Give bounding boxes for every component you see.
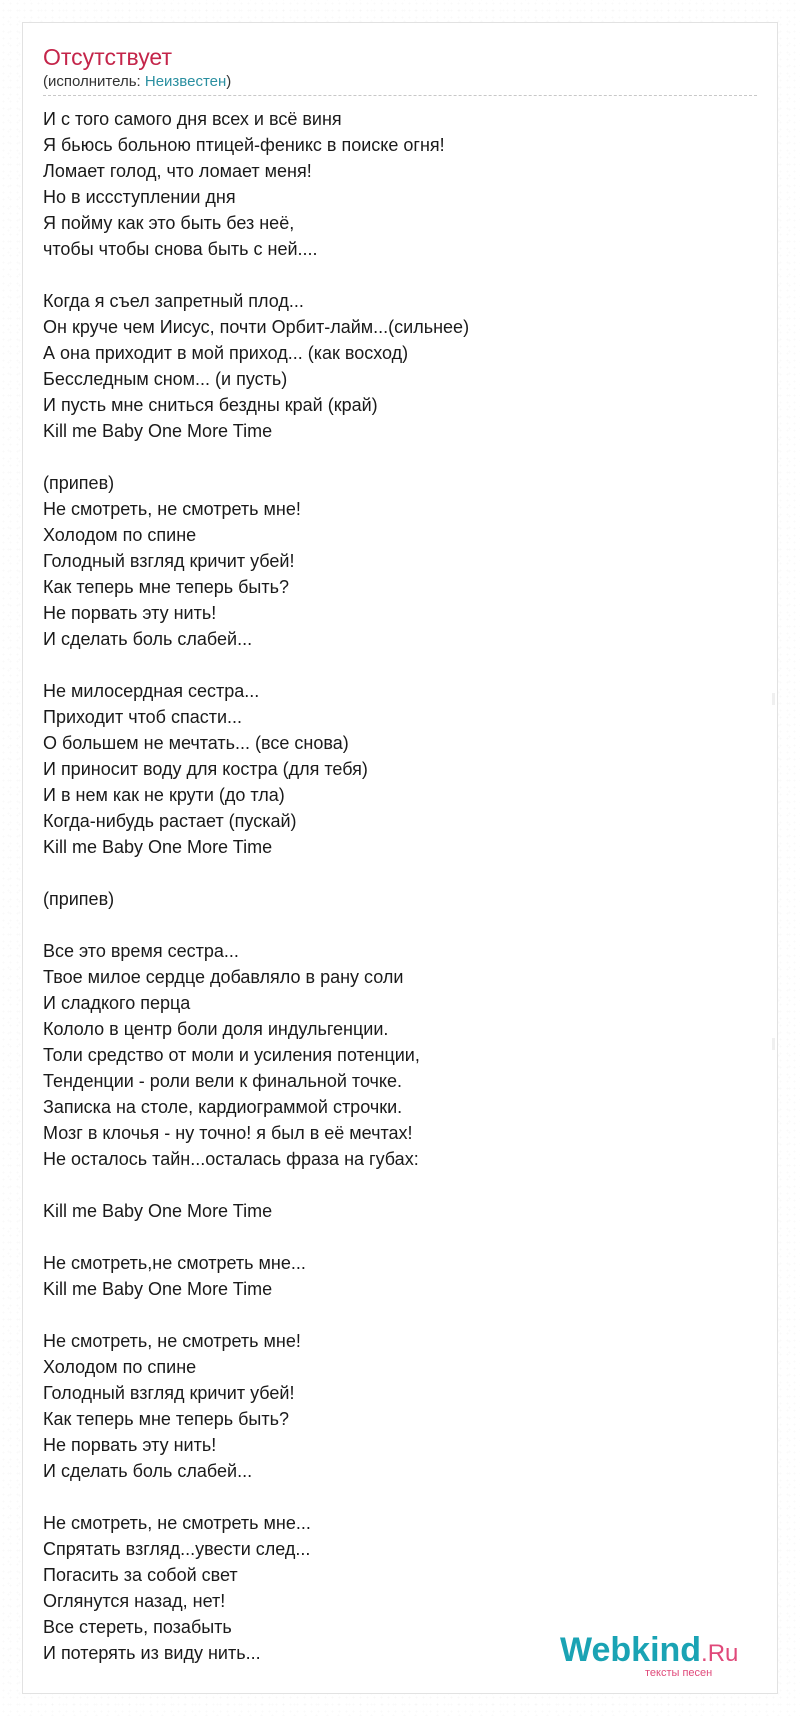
- lyric-line: Все стереть, позабыть: [43, 1617, 232, 1637]
- lyric-line: И пусть мне сниться бездны край (край): [43, 395, 378, 415]
- lyric-line: Kill me Baby One More Time: [43, 1279, 273, 1299]
- edge-decoration: [772, 693, 775, 705]
- lyric-line: Как теперь мне теперь быть?: [43, 577, 289, 597]
- lyric-line: И сделать боль слабей...: [43, 629, 253, 649]
- blank-line: [43, 1484, 777, 1510]
- lyric-line: Я пойму как это быть без неё,: [43, 213, 295, 233]
- webkind-logo[interactable]: [560, 1631, 770, 1681]
- lyric-line: И сделать боль слабей...: [43, 1461, 253, 1481]
- blank-line: [43, 652, 777, 678]
- lyric-line: Я бьюсь больною птицей-феникс в поиске огня!: [43, 135, 445, 155]
- blank-line: [43, 444, 777, 470]
- lyric-line: Kill me Baby One More Time: [43, 421, 273, 441]
- lyric-line: Записка на столе, кардиограммой строчки.: [43, 1097, 403, 1117]
- lyric-line: (припев): [43, 889, 115, 909]
- lyric-line: Ломает голод, что ломает меня!: [43, 161, 312, 181]
- logo-tagline: тексты песен: [645, 1667, 713, 1679]
- lyric-line: Все это время сестра...: [43, 941, 239, 961]
- lyric-line: Погасить за собой свет: [43, 1565, 238, 1585]
- lyric-line: Не милосердная сестра...: [43, 681, 260, 701]
- lyric-line: Он круче чем Иисус, почти Орбит-лайм...(сильнее): [43, 317, 470, 337]
- lyrics-body: [43, 106, 777, 1666]
- blank-line: [43, 860, 777, 886]
- song-title: Отсутствует: [43, 44, 172, 70]
- lyric-line: Холодом по спине: [43, 525, 197, 545]
- lyric-line: Холодом по спине: [43, 1357, 197, 1377]
- lyric-line: Kill me Baby One More Time: [43, 837, 273, 857]
- edge-decoration: [772, 1038, 775, 1050]
- lyric-line: Твое милое сердце добавляло в рану соли: [43, 967, 404, 987]
- lyric-line: Kill me Baby One More Time: [43, 1201, 273, 1221]
- lyric-line: Как теперь мне теперь быть?: [43, 1409, 289, 1429]
- lyric-line: Не смотреть, не смотреть мне!: [43, 499, 301, 519]
- lyric-line: Не осталось тайн...осталась фраза на губах:: [43, 1149, 419, 1169]
- lyric-line: Тенденции - роли вели к финальной точке.: [43, 1071, 403, 1091]
- lyric-line: Не смотреть,не смотреть мне...: [43, 1253, 306, 1273]
- logo-ru-text: .Ru: [701, 1640, 739, 1667]
- lyric-line: Приходит чтоб спасти...: [43, 707, 243, 727]
- lyric-line: Бесследным сном... (и пусть): [43, 369, 288, 389]
- logo-main-text: Webkind: [560, 1631, 702, 1669]
- lyric-line: И в нем как не крути (до тла): [43, 785, 285, 805]
- lyric-line: Мозг в клочья - ну точно! я был в её мечтах!: [43, 1123, 413, 1143]
- artist-suffix: ): [226, 73, 232, 90]
- lyric-line: Голодный взгляд кричит убей!: [43, 1383, 295, 1403]
- blank-line: [43, 1302, 777, 1328]
- lyric-line: Оглянутся назад, нет!: [43, 1591, 226, 1611]
- blank-line: [43, 912, 777, 938]
- lyric-line: И приносит воду для костра (для тебя): [43, 759, 368, 779]
- lyric-line: Не порвать эту нить!: [43, 603, 217, 623]
- lyric-line: (припев): [43, 473, 115, 493]
- lyric-line: А она приходит в мой приход... (как восход): [43, 343, 409, 363]
- lyric-line: Когда я съел запретный плод...: [43, 291, 304, 311]
- lyric-line: Не смотреть, не смотреть мне!: [43, 1331, 301, 1351]
- lyric-line: И с того самого дня всех и всё виня: [43, 109, 342, 129]
- lyric-line: И сладкого перца: [43, 993, 191, 1013]
- lyric-line: Толи средство от моли и усиления потенции,: [43, 1045, 420, 1065]
- lyric-line: Кололо в центр боли доля индульгенции.: [43, 1019, 389, 1039]
- artist-link[interactable]: Неизвестен: [144, 73, 227, 90]
- lyric-line: Не порвать эту нить!: [43, 1435, 217, 1455]
- artist-prefix: (исполнитель:: [43, 73, 145, 90]
- lyric-line: чтобы чтобы снова быть с ней....: [43, 239, 318, 259]
- lyric-line: Но в иссступлении дня: [43, 187, 236, 207]
- lyric-line: И потерять из виду нить...: [43, 1643, 261, 1663]
- lyric-line: О большем не мечтать... (все снова): [43, 733, 349, 753]
- lyric-line: Когда-нибудь растает (пускай): [43, 811, 297, 831]
- lyric-line: Спрятать взгляд...увести след...: [43, 1539, 311, 1559]
- lyric-line: Не смотреть, не смотреть мне...: [43, 1513, 311, 1533]
- lyrics-card: [22, 22, 778, 1694]
- blank-line: [43, 1224, 777, 1250]
- lyric-line: Голодный взгляд кричит убей!: [43, 551, 295, 571]
- blank-line: [43, 1172, 777, 1198]
- artist-line: [43, 73, 757, 96]
- blank-line: [43, 262, 777, 288]
